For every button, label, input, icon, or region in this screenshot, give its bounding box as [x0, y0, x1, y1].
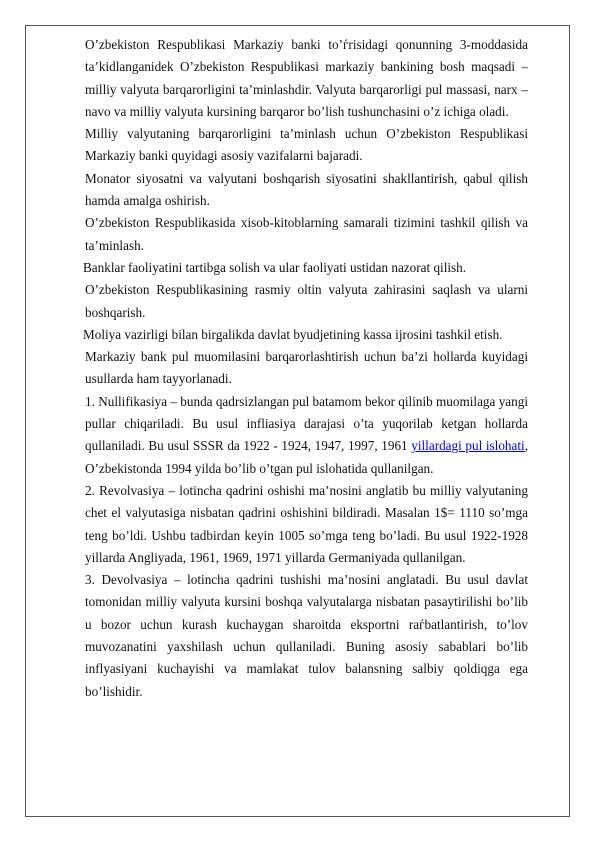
paragraph-budget-execution: Moliya vazirligi bilan birgalikda davlat byudjetining kassa ijrosini tashkil etish.	[83, 326, 503, 342]
nullification-text: 1. Nullifikasiya – bunda qadrsizlangan pul batamom bekor qilinib muomilaga yangi pullar chiqariladi. Bu usul infliasiya darajasi o’ta yuqorilab ketgan hollarda qullaniladi. Bu usul SSSR da 1922 - 1924, 1947, 1997, 1961	[85, 393, 528, 454]
money-reform-link[interactable]: yillardagi pul islohati	[411, 438, 525, 454]
document-body	[85, 34, 528, 703]
list-item-revaluation: 2. Revolvasiya – lotincha qadrini oshishi ma’nosini anglatib bu milliy valyutaning chet el valyutasiga nisbatan qadrini oshishini bildiradi. Masalan 1$= 1110 so’mga teng bo’ldi. Ushbu tadbirdan keyin 1005 so’mga teng bo’ladi. Bu usul 1922-1928 yillarda Angliyada, 1961, 1969, 1971 yillarda Germaniyada qullanilgan.	[85, 482, 528, 565]
list-item-nullification	[85, 391, 528, 480]
paragraph-bank-regulation: Banklar faoliyatini tartibga solish va ular faoliyati ustidan nazorat qilish.	[83, 259, 467, 275]
paragraph-central-bank-goal: O’zbekiston Respublikasi Markaziy banki to’ѓrisidagi qonunning 3-moddasida ta’kidlanganidek O’zbekiston Respublikasi markaziy bankining bosh maqsadi – milliy valyuta barqarorligini ta’minlashdir. Valyuta barqarorligi pul massasi, narx – navo va milliy valyuta kursining barqaror bo’lish tushunchasini o’z ichiga oladi.	[85, 37, 528, 119]
paragraph-monetary-policy: Monator siyosatni va valyutani boshqarish siyosatini shakllantirish, qabul qilish hamda amalga oshirish.	[85, 170, 528, 209]
paragraph-main-tasks: Milliy valyutaning barqarorligini ta’minlash uchun O’zbekiston Respublikasi Markaziy banki quyidagi asosiy vazifalarni bajaradi.	[85, 126, 528, 164]
paragraph-stabilization-methods: Markaziy bank pul muomilasini barqarorlashtirish uchun ba’zi hollarda kuyidagi usullarda ham tayyorlanadi.	[85, 349, 528, 387]
paragraph-gold-reserves: O’zbekiston Respublikasining rasmiy oltin valyuta zahirasini saqlash va ularni boshqarish.	[85, 282, 528, 320]
list-item-devaluation: 3. Devolvasiya – lotincha qadrini tushishi ma’nosini anglatadi. Bu usul davlat tomonidan milliy valyuta kursini boshqa valyutalarga nisbatan pasaytirilishi bo’lib u bozor uchun kurash kuchaygan sharoitda eksportni raѓbatlantirish, to’lov muvozanatini yaxshilash uchun qullaniladi. Buning asosiy sabablari bo’lib inflyasiyani kuchayishi va mamlakat tulov balansning salbiy qoldiqga ega bo’lishidir.	[85, 572, 528, 699]
nullification-text-end: , O’zbekistonda 1994 yilda bo’lib o’tgan pul islohatida qullanilgan.	[85, 438, 528, 476]
paragraph-settlement-system: O’zbekiston Respublikasida xisob-kitoblarning samarali tizimini tashkil qilish va ta’minlash.	[85, 215, 528, 253]
